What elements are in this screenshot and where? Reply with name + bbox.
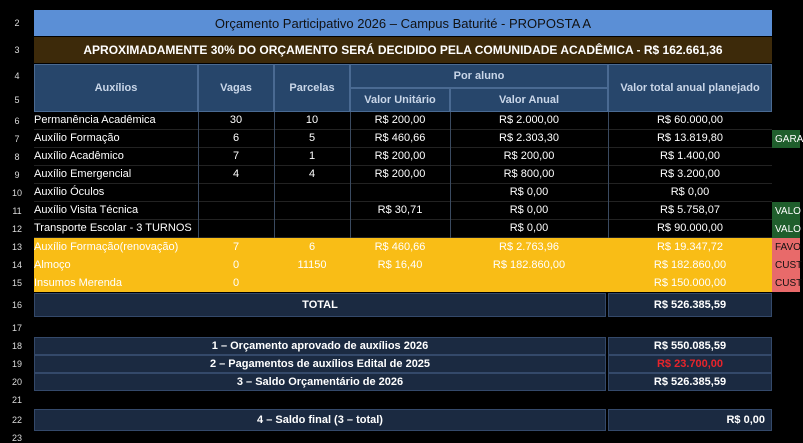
cell-note[interactable]: FAVO: [772, 238, 800, 256]
cell-auxilio[interactable]: Insumos Merenda: [34, 274, 198, 292]
header-vagas[interactable]: Vagas: [198, 64, 274, 112]
cell-note[interactable]: VALO: [772, 202, 800, 220]
cell-valor-unitario[interactable]: R$ 30,71: [350, 202, 450, 220]
cell-valor-total[interactable]: R$ 90.000,00: [608, 220, 772, 238]
row-number[interactable]: 7: [14, 134, 20, 144]
cell-valor-unitario[interactable]: [350, 274, 450, 292]
row-number[interactable]: 14: [11, 260, 22, 270]
grid-line: [450, 112, 451, 238]
cell-valor-total[interactable]: R$ 0,00: [608, 184, 772, 202]
cell-valor-anual[interactable]: R$ 0,00: [450, 202, 608, 220]
grid-line: [350, 112, 351, 238]
cell-vagas[interactable]: [198, 184, 274, 202]
cell-auxilio[interactable]: Transporte Escolar - 3 TURNOS: [34, 220, 198, 238]
row-number[interactable]: 16: [11, 300, 22, 310]
cell-parcelas[interactable]: 5: [274, 130, 350, 148]
cell-parcelas[interactable]: 10: [274, 112, 350, 130]
header-valor-total[interactable]: Valor total anual planejado: [608, 64, 772, 112]
cell-parcelas[interactable]: [274, 274, 350, 292]
row-number[interactable]: 5: [14, 95, 20, 105]
row-number[interactable]: 21: [11, 395, 22, 405]
cell-parcelas[interactable]: [274, 202, 350, 220]
cell-valor-anual[interactable]: R$ 2.303,30: [450, 130, 608, 148]
row-number[interactable]: 20: [11, 377, 22, 387]
cell-note[interactable]: GARA: [772, 130, 800, 148]
header-valor-unitario[interactable]: Valor Unitário: [350, 88, 450, 112]
cell-vagas[interactable]: 0: [198, 256, 274, 274]
cell-auxilio[interactable]: Auxílio Formação(renovação): [34, 238, 198, 256]
cell-parcelas[interactable]: 4: [274, 166, 350, 184]
cell-valor-unitario[interactable]: [350, 220, 450, 238]
cell-valor-anual[interactable]: R$ 200,00: [450, 148, 608, 166]
cell-parcelas[interactable]: [274, 220, 350, 238]
row-number[interactable]: 17: [11, 323, 22, 333]
cell-vagas[interactable]: 4: [198, 166, 274, 184]
cell-valor-anual[interactable]: R$ 182.860,00: [450, 256, 608, 274]
cell-parcelas[interactable]: 11150: [274, 256, 350, 274]
cell-auxilio[interactable]: Auxílio Acadêmico: [34, 148, 198, 166]
row-number[interactable]: 12: [11, 224, 22, 234]
final-label: 4 – Saldo final (3 – total): [34, 409, 606, 431]
cell-valor-total[interactable]: R$ 60.000,00: [608, 112, 772, 130]
cell-valor-anual[interactable]: R$ 800,00: [450, 166, 608, 184]
cell-valor-total[interactable]: R$ 150.000,00: [608, 274, 772, 292]
cell-parcelas[interactable]: 6: [274, 238, 350, 256]
final-value[interactable]: R$ 0,00: [608, 409, 772, 431]
grid-line: [608, 112, 609, 238]
row-number[interactable]: 3: [14, 45, 20, 55]
cell-valor-total[interactable]: R$ 5.758,07: [608, 202, 772, 220]
row-number[interactable]: 10: [11, 188, 22, 198]
summary-value-2[interactable]: R$ 23.700,00: [608, 355, 772, 373]
summary-label-2: 2 – Pagamentos de auxílios Edital de 2025: [34, 355, 606, 373]
cell-valor-anual[interactable]: [450, 274, 608, 292]
header-por-aluno[interactable]: Por aluno: [350, 64, 608, 88]
cell-auxilio[interactable]: Permanência Acadêmica: [34, 112, 198, 130]
cell-valor-total[interactable]: R$ 13.819,80: [608, 130, 772, 148]
row-number[interactable]: 9: [14, 170, 20, 180]
cell-vagas[interactable]: 7: [198, 148, 274, 166]
cell-valor-total[interactable]: R$ 3.200,00: [608, 166, 772, 184]
cell-auxilio[interactable]: Almoço: [34, 256, 198, 274]
cell-vagas[interactable]: [198, 202, 274, 220]
summary-value-3[interactable]: R$ 526.385,59: [608, 373, 772, 391]
row-number[interactable]: 4: [14, 71, 20, 81]
grid-line: [274, 112, 275, 238]
cell-valor-unitario[interactable]: R$ 200,00: [350, 166, 450, 184]
cell-valor-unitario[interactable]: R$ 200,00: [350, 148, 450, 166]
cell-valor-anual[interactable]: R$ 0,00: [450, 220, 608, 238]
row-number[interactable]: 8: [14, 152, 20, 162]
row-number[interactable]: 2: [14, 18, 20, 28]
budget-banner: APROXIMADAMENTE 30% DO ORÇAMENTO SERÁ DECIDIDO PELA COMUNIDADE ACADÊMICA - R$ 162.661,36: [34, 37, 772, 63]
cell-auxilio[interactable]: Auxílio Óculos: [34, 184, 198, 202]
header-auxilios[interactable]: Auxílios: [34, 64, 198, 112]
total-label: TOTAL: [34, 293, 606, 317]
cell-parcelas[interactable]: [274, 184, 350, 202]
cell-note[interactable]: CUST: [772, 256, 800, 274]
cell-note[interactable]: CUST: [772, 274, 800, 292]
cell-vagas[interactable]: 6: [198, 130, 274, 148]
cell-valor-unitario[interactable]: R$ 16,40: [350, 256, 450, 274]
cell-vagas[interactable]: 0: [198, 274, 274, 292]
row-number[interactable]: 6: [14, 116, 20, 126]
summary-label-3: 3 – Saldo Orçamentário de 2026: [34, 373, 606, 391]
cell-auxilio[interactable]: Auxílio Formação: [34, 130, 198, 148]
cell-auxilio[interactable]: Auxílio Emergencial: [34, 166, 198, 184]
cell-valor-total[interactable]: R$ 19.347,72: [608, 238, 772, 256]
cell-valor-unitario[interactable]: R$ 460,66: [350, 130, 450, 148]
cell-valor-anual[interactable]: R$ 2.000,00: [450, 112, 608, 130]
row-number[interactable]: 23: [11, 433, 22, 443]
header-parcelas[interactable]: Parcelas: [274, 64, 350, 112]
cell-vagas[interactable]: 7: [198, 238, 274, 256]
cell-valor-anual[interactable]: R$ 2.763,96: [450, 238, 608, 256]
cell-valor-total[interactable]: R$ 182.860,00: [608, 256, 772, 274]
cell-valor-unitario[interactable]: [350, 184, 450, 202]
row-number[interactable]: 18: [11, 341, 22, 351]
cell-vagas[interactable]: [198, 220, 274, 238]
summary-label-1: 1 – Orçamento aprovado de auxílios 2026: [34, 337, 606, 355]
cell-parcelas[interactable]: 1: [274, 148, 350, 166]
summary-value-1[interactable]: R$ 550.085,59: [608, 337, 772, 355]
cell-valor-anual[interactable]: R$ 0,00: [450, 184, 608, 202]
total-value[interactable]: R$ 526.385,59: [608, 293, 772, 317]
row-number[interactable]: 13: [11, 242, 22, 252]
cell-auxilio[interactable]: Auxílio Visita Técnica: [34, 202, 198, 220]
cell-valor-unitario[interactable]: R$ 460,66: [350, 238, 450, 256]
cell-valor-total[interactable]: R$ 1.400,00: [608, 148, 772, 166]
row-number[interactable]: 15: [11, 278, 22, 288]
cell-vagas[interactable]: 30: [198, 112, 274, 130]
header-valor-anual[interactable]: Valor Anual: [450, 88, 608, 112]
row-number[interactable]: 22: [11, 415, 22, 425]
cell-valor-unitario[interactable]: R$ 200,00: [350, 112, 450, 130]
page-title: Orçamento Participativo 2026 – Campus Baturité - PROPOSTA A: [34, 10, 772, 36]
cell-note[interactable]: VALO: [772, 220, 800, 238]
row-number[interactable]: 11: [12, 206, 22, 216]
grid-line: [198, 112, 199, 238]
row-number[interactable]: 19: [11, 359, 22, 369]
